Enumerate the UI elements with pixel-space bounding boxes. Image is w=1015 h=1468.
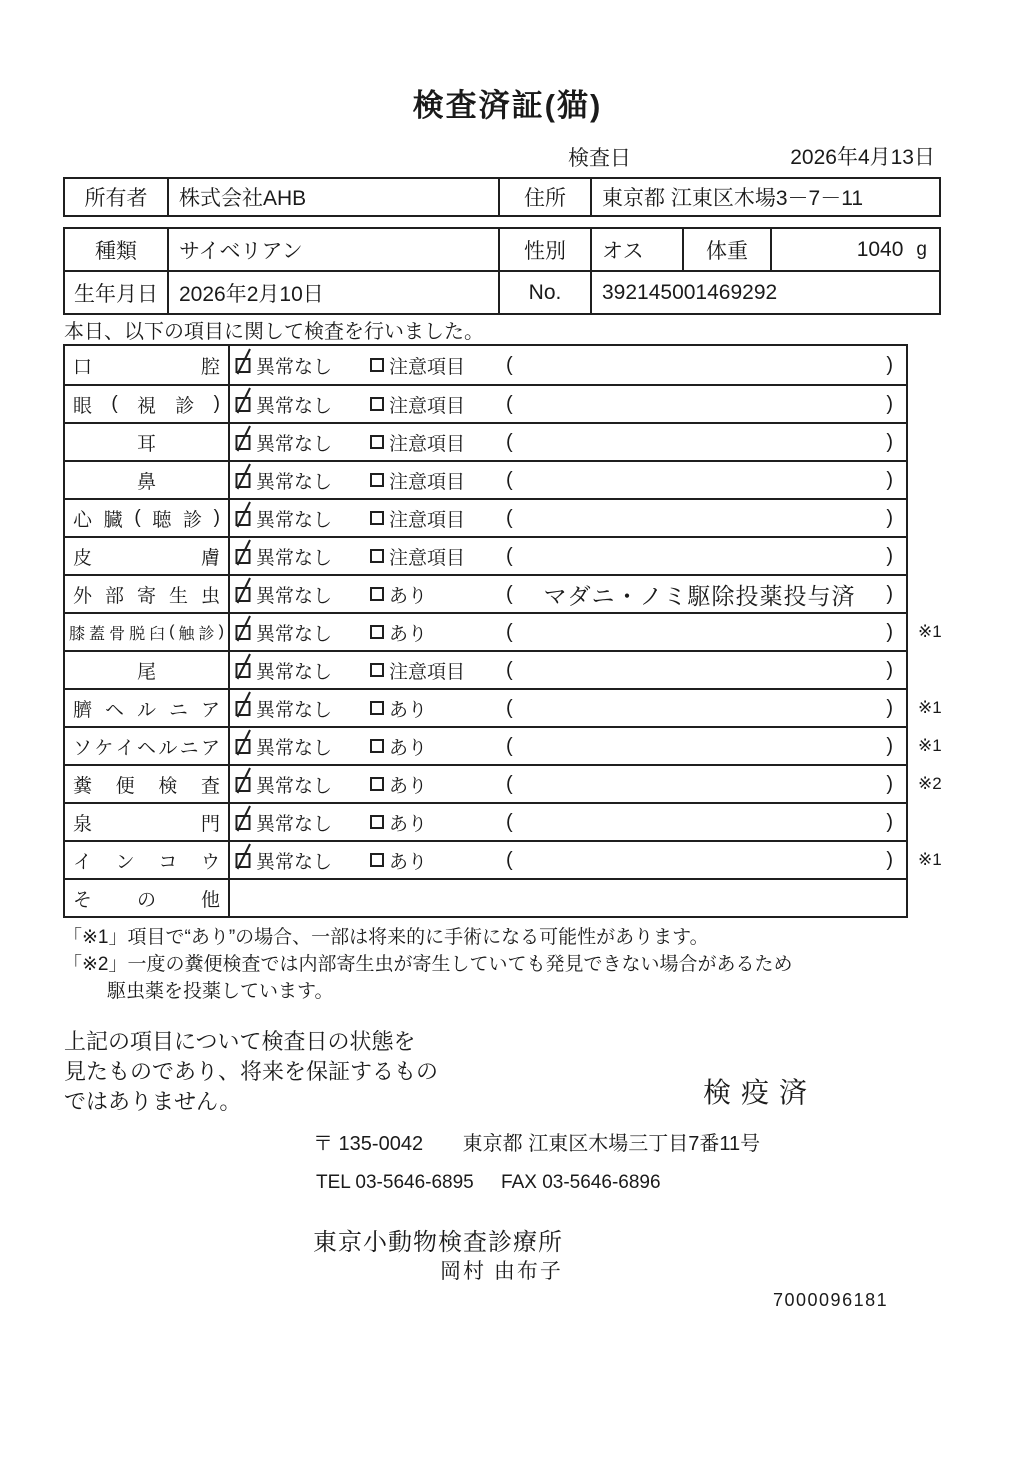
normal-option (234, 467, 332, 494)
footnote-2: 「※2」一度の糞便検査では内部寄生虫が寄生していても発見できない場合があるため (63, 954, 793, 975)
remarks-parentheses: ( ) (506, 506, 893, 529)
exam-row-content (230, 614, 906, 650)
document-code: 7000096181 (773, 1290, 889, 1310)
exam-row-content (230, 690, 906, 726)
checked-checkbox-icon (234, 499, 254, 529)
disclaimer-line-2: 見たものであり、将来を保証するもの (64, 1059, 439, 1084)
exam-item-label: 膝 蓋 骨 脱 臼 ( 触 診 ) (65, 614, 230, 650)
exam-item-label: 皮 膚 (65, 538, 230, 574)
exam-row (65, 536, 906, 574)
weight-label: 体重 (684, 229, 772, 270)
veterinarian-name: 岡村 由布子 (440, 1260, 563, 1283)
attention-option (370, 847, 427, 874)
attention-option (370, 809, 427, 836)
normal-option-label: 異常なし (256, 661, 333, 683)
attention-option-label: 注意項目 (389, 661, 466, 683)
normal-option-label: 異常なし (256, 585, 333, 607)
remarks-parentheses: ( ) (506, 353, 893, 376)
checked-checkbox-icon (234, 346, 254, 376)
unchecked-checkbox-icon (370, 511, 384, 525)
exam-row (65, 878, 906, 916)
animal-table (63, 227, 941, 315)
attention-option-label: 注意項目 (389, 395, 466, 417)
sex-label: 性別 (500, 229, 592, 270)
normal-option-label: 異常なし (256, 699, 333, 721)
normal-option-label: 異常なし (256, 547, 333, 569)
normal-option (234, 695, 332, 722)
exam-row (65, 688, 942, 726)
remarks-parentheses: ( ) (506, 848, 893, 871)
exam-item-label: 尾 (65, 652, 230, 688)
exam-row-content (230, 766, 906, 802)
attention-option-label: 注意項目 (389, 547, 466, 569)
exam-item-label: 臍 ヘ ル ニ ア (65, 690, 230, 726)
microchip-no-value: 392145001469292 (602, 280, 778, 304)
attention-option (370, 657, 465, 684)
normal-option-label: 異常なし (256, 395, 333, 417)
owner-label: 所有者 (65, 179, 169, 215)
owner-address-value: 東京都 江東区木場3－7－11 (602, 187, 863, 210)
exam-item-label: イ ン コ ウ (65, 842, 230, 878)
reference-note: ※1 (918, 850, 942, 869)
normal-option (234, 733, 332, 760)
attention-option (370, 733, 427, 760)
weight-value-cell (772, 229, 939, 270)
unchecked-checkbox-icon (370, 435, 384, 449)
birth-value: 2026年2月10日 (169, 272, 500, 313)
checked-checkbox-icon (234, 765, 254, 795)
remarks-parentheses: ( ) (506, 658, 893, 681)
unchecked-checkbox-icon (370, 473, 384, 487)
checked-checkbox-icon (234, 385, 254, 415)
remarks-parentheses: ( ) (506, 392, 893, 415)
clinic-name: 東京小動物検査診療所 (313, 1229, 563, 1256)
exam-item-label: 外 部 寄 生 虫 (65, 576, 230, 612)
exam-row-content (230, 576, 906, 612)
inspection-date-label: 検査日 (568, 147, 631, 170)
unchecked-checkbox-icon (370, 358, 384, 372)
normal-option (234, 391, 332, 418)
attention-option (370, 695, 427, 722)
unchecked-checkbox-icon (370, 663, 384, 677)
exam-row (65, 384, 906, 422)
checked-checkbox-icon (234, 841, 254, 871)
checked-checkbox-icon (234, 689, 254, 719)
normal-option (234, 352, 332, 379)
page-title: 検査済証(猫) (412, 88, 603, 123)
attention-option-label: あり (389, 851, 428, 873)
unchecked-checkbox-icon (370, 739, 384, 753)
attention-option-label: あり (389, 699, 428, 721)
exam-row (65, 612, 942, 650)
attention-option-label: 注意項目 (389, 471, 466, 493)
clinic-tel-line (316, 1172, 661, 1194)
breed-label: 種類 (65, 229, 169, 270)
attention-option-label: あり (389, 775, 428, 797)
owner-address-label: 住所 (500, 179, 592, 215)
exam-row-content (230, 880, 906, 916)
exam-item-label: 口 腔 (65, 346, 230, 384)
attention-option-label: 注意項目 (389, 433, 466, 455)
remarks-parentheses: ( ) (506, 810, 893, 833)
attention-option-label: 注意項目 (389, 356, 466, 378)
normal-option-label: 異常なし (256, 623, 333, 645)
exam-item-label: 糞 便 検 査 (65, 766, 230, 802)
attention-option (370, 505, 465, 532)
attention-option (370, 543, 465, 570)
checked-checkbox-icon (234, 575, 254, 605)
unchecked-checkbox-icon (370, 397, 384, 411)
exam-row-content (230, 462, 906, 498)
remarks-parentheses: ( ) (506, 734, 893, 757)
remarks-parentheses: ( ) (506, 430, 893, 453)
reference-note: ※1 (918, 736, 942, 755)
owner-table (63, 177, 941, 217)
footnote-2-continued: 駆虫薬を投薬しています。 (107, 981, 334, 1002)
remarks-parentheses: ( ) (506, 620, 893, 643)
normal-option (234, 657, 332, 684)
microchip-no-label: No. (500, 272, 592, 313)
weight-unit: g (916, 238, 927, 260)
exam-row (65, 498, 906, 536)
disclaimer-line-1: 上記の項目について検査日の状態を (64, 1029, 416, 1054)
exam-row-content (230, 804, 906, 840)
normal-option-label: 異常なし (256, 813, 333, 835)
clinic-postal-code: 〒 135-0042 (313, 1133, 424, 1155)
intro-sentence: 本日、以下の項目に関して検査を行いました。 (64, 321, 484, 343)
exam-item-label: 泉 門 (65, 804, 230, 840)
attention-option-label: 注意項目 (389, 509, 466, 531)
attention-option-label: あり (389, 813, 428, 835)
checked-checkbox-icon (234, 461, 254, 491)
exam-item-label: 鼻 (65, 462, 230, 498)
animal-table-row-1 (65, 229, 939, 272)
checked-checkbox-icon (234, 537, 254, 567)
exam-row-content (230, 500, 906, 536)
unchecked-checkbox-icon (370, 549, 384, 563)
disclaimer-line-3: ではありません。 (64, 1089, 242, 1114)
normal-option-label: 異常なし (256, 356, 333, 378)
remarks-parentheses: ( ) (506, 772, 893, 795)
birth-label: 生年月日 (65, 272, 169, 313)
exam-row (65, 650, 906, 688)
normal-option (234, 809, 332, 836)
footnote-1: 「※1」項目で“あり”の場合、一部は将来的に手術になる可能性があります。 (63, 927, 709, 948)
attention-option (370, 429, 465, 456)
clinic-tel: TEL 03-5646-6895 (316, 1172, 474, 1193)
attention-option (370, 352, 465, 379)
remarks-parentheses: ( ) (506, 696, 893, 719)
exam-row-content (230, 346, 906, 384)
unchecked-checkbox-icon (370, 625, 384, 639)
footnotes (63, 924, 793, 1005)
quarantine-stamp: 検疫済 (703, 1077, 818, 1108)
normal-option (234, 771, 332, 798)
exam-row (65, 726, 942, 764)
exam-row-content (230, 842, 906, 878)
normal-option (234, 619, 332, 646)
exam-row-content (230, 728, 906, 764)
attention-option (370, 619, 427, 646)
exam-item-label: そ の 他 (65, 880, 230, 916)
normal-option (234, 847, 332, 874)
reference-note: ※1 (918, 698, 942, 717)
attention-option-label: あり (389, 585, 428, 607)
exam-item-label: 耳 (65, 424, 230, 460)
checked-checkbox-icon (234, 613, 254, 643)
unchecked-checkbox-icon (370, 815, 384, 829)
exam-row-content (230, 538, 906, 574)
clinic-fax: FAX 03-5646-6896 (501, 1172, 661, 1193)
exam-row (65, 802, 906, 840)
unchecked-checkbox-icon (370, 777, 384, 791)
normal-option-label: 異常なし (256, 775, 333, 797)
sex-value: オス (592, 229, 684, 270)
exam-row (65, 422, 906, 460)
exam-row-content (230, 652, 906, 688)
exam-row (65, 460, 906, 498)
normal-option-label: 異常なし (256, 433, 333, 455)
normal-option-label: 異常なし (256, 737, 333, 759)
attention-option (370, 467, 465, 494)
remarks-parentheses: ( ) (506, 468, 893, 491)
attention-option (370, 391, 465, 418)
exam-item-label: ソ ケ イ ヘ ル ニ ア (65, 728, 230, 764)
clinic-postal-line (313, 1127, 760, 1156)
unchecked-checkbox-icon (370, 853, 384, 867)
attention-option (370, 581, 427, 608)
normal-option (234, 429, 332, 456)
remarks-parentheses: ( ) (506, 544, 893, 567)
exam-item-label: 心 臓 ( 聴 診 ) (65, 500, 230, 536)
exam-row (65, 574, 906, 612)
breed-value: サイベリアン (169, 229, 500, 270)
attention-option-label: あり (389, 737, 428, 759)
checked-checkbox-icon (234, 651, 254, 681)
normal-option (234, 505, 332, 532)
owner-value: 株式会社AHB (169, 179, 500, 215)
exam-row-content (230, 386, 906, 422)
exam-item-label: 眼 ( 視 診 ) (65, 386, 230, 422)
checked-checkbox-icon (234, 803, 254, 833)
disclaimer (64, 1027, 438, 1117)
exam-row (65, 764, 942, 802)
unchecked-checkbox-icon (370, 701, 384, 715)
normal-option-label: 異常なし (256, 851, 333, 873)
reference-note: ※1 (918, 622, 942, 641)
exam-row (65, 346, 906, 384)
normal-option (234, 543, 332, 570)
clinic-address: 東京都 江東区木場三丁目7番11号 (462, 1133, 761, 1155)
exam-table (63, 344, 942, 918)
checked-checkbox-icon (234, 727, 254, 757)
weight-value: 1040 (856, 237, 904, 261)
unchecked-checkbox-icon (370, 587, 384, 601)
reference-note: ※2 (918, 774, 942, 793)
inspection-date-value: 2026年4月13日 (790, 146, 935, 169)
exam-row-content (230, 424, 906, 460)
normal-option-label: 異常なし (256, 509, 333, 531)
remarks-parentheses: ( マダニ・ノミ駆除投薬投与済 ) (506, 578, 893, 611)
animal-table-row-2 (65, 272, 939, 313)
checked-checkbox-icon (234, 423, 254, 453)
remarks-text: マダニ・ノミ駆除投薬投与済 (543, 582, 856, 609)
normal-option (234, 581, 332, 608)
attention-option-label: あり (389, 623, 428, 645)
exam-row (65, 840, 942, 878)
attention-option (370, 771, 427, 798)
normal-option-label: 異常なし (256, 471, 333, 493)
